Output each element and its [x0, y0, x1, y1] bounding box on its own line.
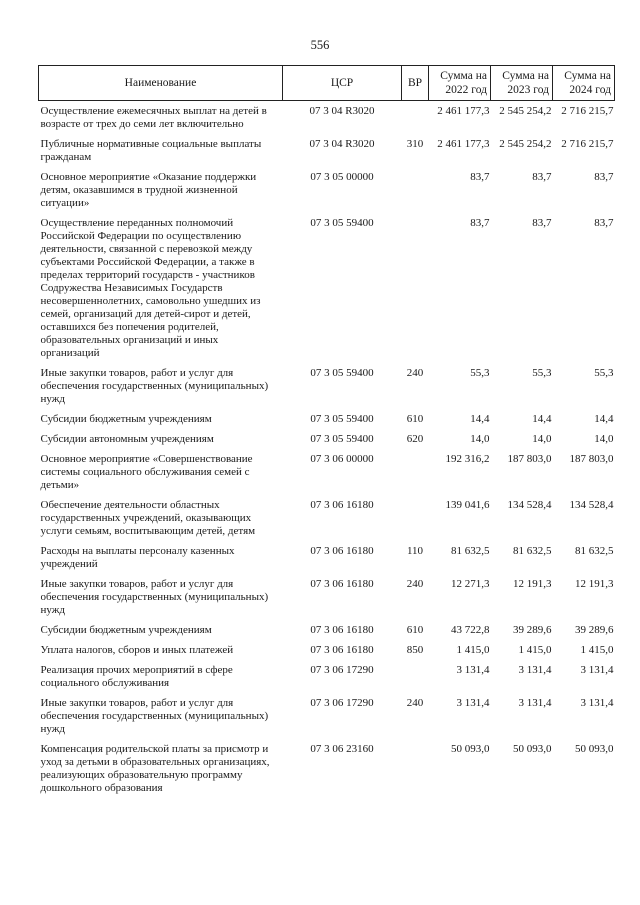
cell-sum-2023: 134 528,4	[507, 499, 552, 511]
cell-sum-2023: 3 131,4	[518, 697, 552, 709]
cell-vr: 310	[406, 138, 424, 150]
cell-sum-2022: 81 632,5	[451, 545, 490, 557]
table-row	[39, 574, 615, 620]
cell-csr: 07 3 06 16180	[310, 624, 374, 636]
table-row	[39, 101, 615, 135]
cell-sum-2023: 39 289,6	[513, 624, 552, 636]
cell-csr: 07 3 06 16180	[310, 578, 374, 590]
cell-sum-2023: 83,7	[532, 217, 552, 229]
cell-name: Иные закупки товаров, работ и услуг для обеспечения государственных (муниципальных) нужд	[40, 367, 269, 405]
cell-vr: 240	[406, 367, 424, 379]
cell-sum-2024: 3 131,4	[580, 697, 614, 709]
cell-vr: 850	[406, 644, 424, 656]
cell-sum-2024: 3 131,4	[580, 664, 614, 676]
cell-csr: 07 3 04 R3020	[309, 138, 375, 150]
cell-vr: 110	[406, 545, 424, 557]
cell-sum-2022: 14,0	[470, 433, 490, 445]
cell-name: Осуществление ежемесячных выплат на детей в возрасте от трех до семи лет включительно	[40, 105, 267, 130]
cell-name: Обеспечение деятельности областных государственных учреждений, оказывающих услуги семьям, воспитывающим детей, детям	[40, 499, 256, 537]
cell-sum-2022: 2 461 177,3	[437, 105, 490, 117]
table-body	[39, 101, 615, 799]
cell-name: Компенсация родительской платы за присмотр и уход за детьми в образовательных организациях, реализующих образовательную программу дошкольного образования	[40, 743, 270, 794]
cell-sum-2024: 14,4	[594, 413, 614, 425]
cell-sum-2023: 2 545 254,2	[499, 105, 552, 117]
cell-sum-2024: 2 716 215,7	[561, 138, 614, 150]
cell-sum-2023: 14,4	[532, 413, 552, 425]
cell-sum-2024: 83,7	[594, 217, 614, 229]
cell-sum-2024: 134 528,4	[569, 499, 614, 511]
cell-name: Субсидии бюджетным учреждениям	[40, 413, 212, 425]
header-name: Наименование	[39, 66, 283, 101]
cell-name: Основное мероприятие «Совершенствование системы социального обслуживания семей с детьми»	[40, 453, 253, 491]
cell-sum-2023: 1 415,0	[518, 644, 552, 656]
cell-sum-2022: 83,7	[470, 171, 490, 183]
cell-csr: 07 3 06 17290	[310, 664, 374, 676]
cell-sum-2022: 83,7	[470, 217, 490, 229]
page-number: 556	[310, 38, 330, 52]
table-row	[39, 449, 615, 495]
cell-csr: 07 3 06 00000	[310, 453, 374, 465]
cell-name: Иные закупки товаров, работ и услуг для обеспечения государственных (муниципальных) нужд	[40, 578, 269, 616]
cell-name: Реализация прочих мероприятий в сфере социального обслуживания	[40, 664, 233, 689]
table-row	[39, 739, 615, 798]
budget-table	[38, 65, 615, 798]
cell-sum-2022: 14,4	[470, 413, 490, 425]
cell-name: Субсидии бюджетным учреждениям	[40, 624, 212, 636]
cell-csr: 07 3 05 59400	[310, 217, 374, 229]
cell-csr: 07 3 06 16180	[310, 499, 374, 511]
cell-vr: 610	[406, 413, 424, 425]
cell-sum-2024: 55,3	[594, 367, 614, 379]
cell-name: Иные закупки товаров, работ и услуг для обеспечения государственных (муниципальных) нужд	[40, 697, 269, 735]
header-sum-2023: Сумма на 2023 год	[491, 66, 553, 101]
cell-name: Уплата налогов, сборов и иных платежей	[40, 644, 234, 656]
cell-name: Публичные нормативные социальные выплаты гражданам	[40, 138, 262, 163]
cell-sum-2023: 2 545 254,2	[499, 138, 552, 150]
table-row	[39, 660, 615, 693]
cell-vr: 620	[406, 433, 424, 445]
table-row	[39, 495, 615, 541]
cell-vr	[402, 213, 429, 363]
cell-sum-2022: 3 131,4	[456, 697, 490, 709]
cell-sum-2023: 83,7	[532, 171, 552, 183]
cell-sum-2024: 12 191,3	[575, 578, 614, 590]
cell-sum-2024: 187 803,0	[569, 453, 614, 465]
table-row	[39, 541, 615, 574]
cell-csr: 07 3 06 16180	[310, 644, 374, 656]
cell-sum-2022: 43 722,8	[451, 624, 490, 636]
cell-vr: 240	[406, 697, 424, 709]
cell-sum-2024: 14,0	[594, 433, 614, 445]
cell-sum-2023: 12 191,3	[513, 578, 552, 590]
cell-sum-2022: 139 041,6	[445, 499, 490, 511]
table-row	[39, 620, 615, 640]
cell-sum-2023: 187 803,0	[507, 453, 552, 465]
table-row	[39, 134, 615, 167]
cell-vr	[402, 660, 429, 693]
cell-csr: 07 3 06 23160	[310, 743, 374, 755]
header-vr: ВР	[402, 66, 429, 101]
table-row	[39, 640, 615, 660]
cell-name: Основное мероприятие «Оказание поддержки детям, оказавшимся в трудной жизненной ситуации»	[40, 171, 257, 209]
cell-csr: 07 3 05 59400	[310, 367, 374, 379]
cell-sum-2024: 81 632,5	[575, 545, 614, 557]
cell-csr: 07 3 05 59400	[310, 433, 374, 445]
cell-csr: 07 3 05 00000	[310, 171, 374, 183]
cell-sum-2022: 192 316,2	[445, 453, 490, 465]
cell-sum-2022: 55,3	[470, 367, 490, 379]
cell-sum-2024: 50 093,0	[575, 743, 614, 755]
cell-sum-2023: 14,0	[532, 433, 552, 445]
cell-sum-2023: 81 632,5	[513, 545, 552, 557]
cell-sum-2022: 50 093,0	[451, 743, 490, 755]
cell-csr: 07 3 04 R3020	[309, 105, 375, 117]
cell-sum-2024: 1 415,0	[580, 644, 614, 656]
cell-name: Расходы на выплаты персоналу казенных учреждений	[40, 545, 235, 570]
cell-vr	[402, 101, 429, 135]
table-row	[39, 409, 615, 429]
cell-vr	[402, 739, 429, 798]
header-sum-2022: Сумма на 2022 год	[429, 66, 491, 101]
cell-vr	[402, 167, 429, 213]
cell-vr	[402, 495, 429, 541]
cell-sum-2023: 3 131,4	[518, 664, 552, 676]
table-header	[39, 66, 615, 101]
cell-name: Осуществление переданных полномочий Российской Федерации по осуществлению деятельности, связанной с перевозкой между субъектами Российской Федерации, а также в пределах территорий государств - участников Содружества Независимых Государств несовершеннолетних, самовольно ушедших из семей, организаций для детей-сирот и детей, оставшихся без попечения родителей, образовательных организаций и иных организаций	[40, 217, 261, 359]
cell-sum-2024: 39 289,6	[575, 624, 614, 636]
table-row	[39, 429, 615, 449]
cell-vr	[402, 449, 429, 495]
cell-csr: 07 3 05 59400	[310, 413, 374, 425]
table-row	[39, 213, 615, 363]
cell-name: Субсидии автономным учреждениям	[40, 433, 214, 445]
cell-sum-2022: 1 415,0	[456, 644, 490, 656]
cell-vr: 610	[406, 624, 424, 636]
cell-sum-2023: 50 093,0	[513, 743, 552, 755]
header-sum-2024: Сумма на 2024 год	[553, 66, 615, 101]
cell-vr: 240	[406, 578, 424, 590]
cell-sum-2024: 2 716 215,7	[561, 105, 614, 117]
table-row	[39, 167, 615, 213]
table-row	[39, 693, 615, 739]
cell-sum-2022: 2 461 177,3	[437, 138, 490, 150]
cell-sum-2024: 83,7	[594, 171, 614, 183]
cell-csr: 07 3 06 17290	[310, 697, 374, 709]
header-csr: ЦСР	[283, 66, 402, 101]
cell-sum-2022: 12 271,3	[451, 578, 490, 590]
cell-sum-2022: 3 131,4	[456, 664, 490, 676]
cell-csr: 07 3 06 16180	[310, 545, 374, 557]
cell-sum-2023: 55,3	[532, 367, 552, 379]
table-row	[39, 363, 615, 409]
